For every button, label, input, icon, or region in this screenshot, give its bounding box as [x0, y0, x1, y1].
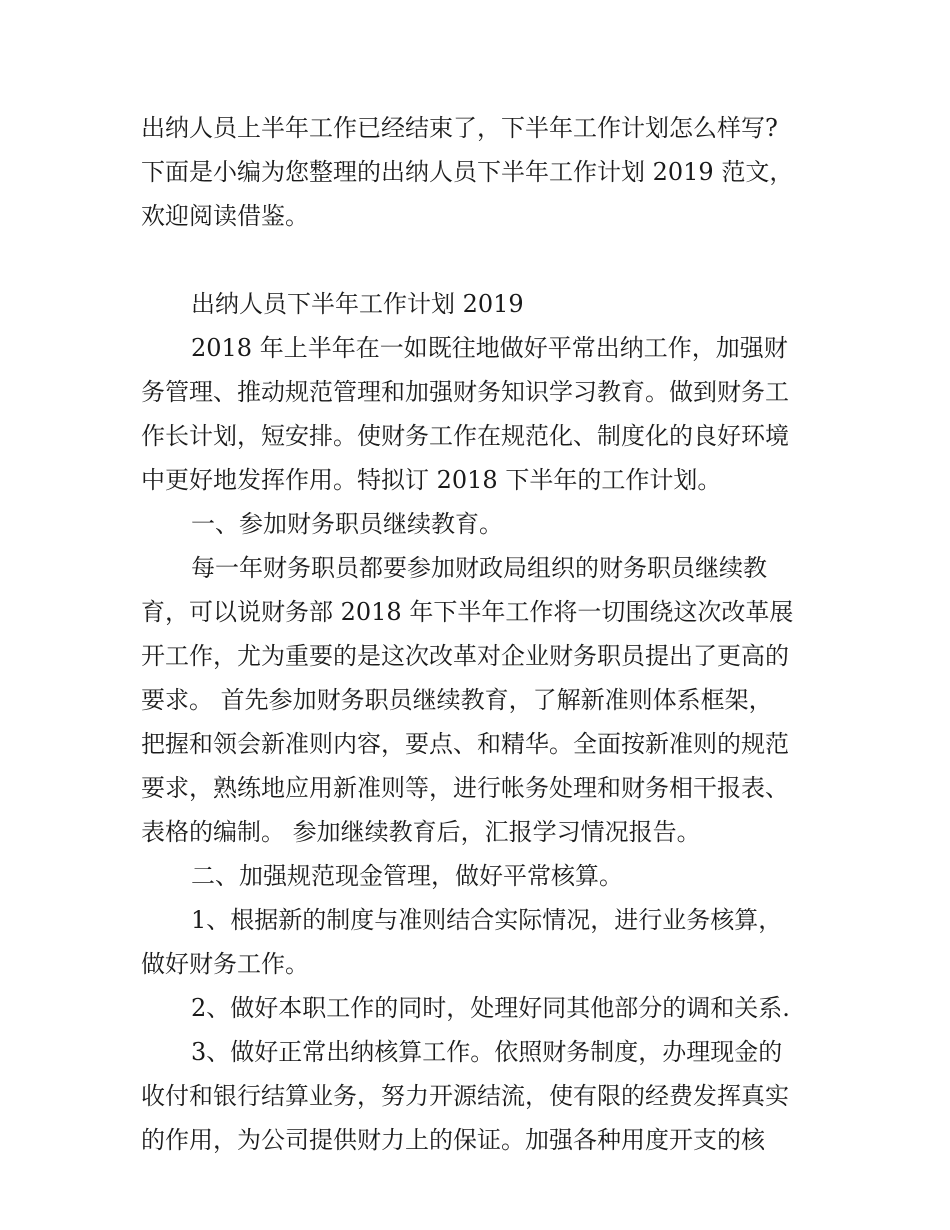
- intro-line-1: 出纳人员上半年工作已经结束了，下半年工作计划怎么样写?: [141, 114, 778, 142]
- body-line-19: 的作用，为公司提供财力上的保证。加强各种用度开支的核: [141, 1126, 765, 1154]
- body-line-1: 2018 年上半年在一如既往地做好平常出纳工作，加强财: [191, 334, 788, 362]
- body-line-10: 把握和领会新准则内容，要点、和精华。全面按新准则的规范: [141, 730, 789, 758]
- body-line-9: 要求。 首先参加财务职员继续教育，了解新准则体系框架，: [141, 686, 773, 714]
- body-line-11: 要求，熟练地应用新准则等，进行帐务处理和财务相干报表、: [141, 774, 789, 802]
- body-line-16: 2、做好本职工作的同时，处理好同其他部分的调和关系.: [191, 994, 790, 1022]
- body-line-7: 育，可以说财务部 2018 年下半年工作将一切围绕这次改革展: [141, 598, 794, 626]
- body-line-14: 1、根据新的制度与准则结合实际情况，进行业务核算，: [191, 906, 783, 934]
- body-line-4: 中更好地发挥作用。特拟订 2018 下半年的工作计划。: [141, 466, 722, 494]
- document-title: 出纳人员下半年工作计划 2019: [191, 290, 524, 318]
- section-heading-2: 二、加强规范现金管理，做好平常核算。: [191, 862, 623, 890]
- body-line-17: 3、做好正常出纳核算工作。依照财务制度，办理现金的: [191, 1038, 783, 1066]
- section-heading-1: 一、参加财务职员继续教育。: [191, 510, 503, 538]
- body-line-12: 表格的编制。 参加继续教育后，汇报学习情况报告。: [141, 818, 701, 846]
- body-line-8: 开工作，尤为重要的是这次改革对企业财务职员提出了更高的: [141, 642, 789, 670]
- body-line-6: 每一年财务职员都要参加财政局组织的财务职员继续教: [191, 554, 767, 582]
- intro-line-3: 欢迎阅读借鉴。: [141, 202, 309, 230]
- body-line-18: 收付和银行结算业务，努力开源结流，使有限的经费发挥真实: [141, 1082, 789, 1110]
- body-line-15: 做好财务工作。: [141, 950, 309, 978]
- body-line-2: 务管理、推动规范管理和加强财务知识学习教育。做到财务工: [141, 378, 789, 406]
- intro-line-2: 下面是小编为您整理的出纳人员下半年工作计划 2019 范文，: [141, 158, 794, 186]
- body-line-3: 作长计划，短安排。使财务工作在规范化、制度化的良好环境: [141, 422, 789, 450]
